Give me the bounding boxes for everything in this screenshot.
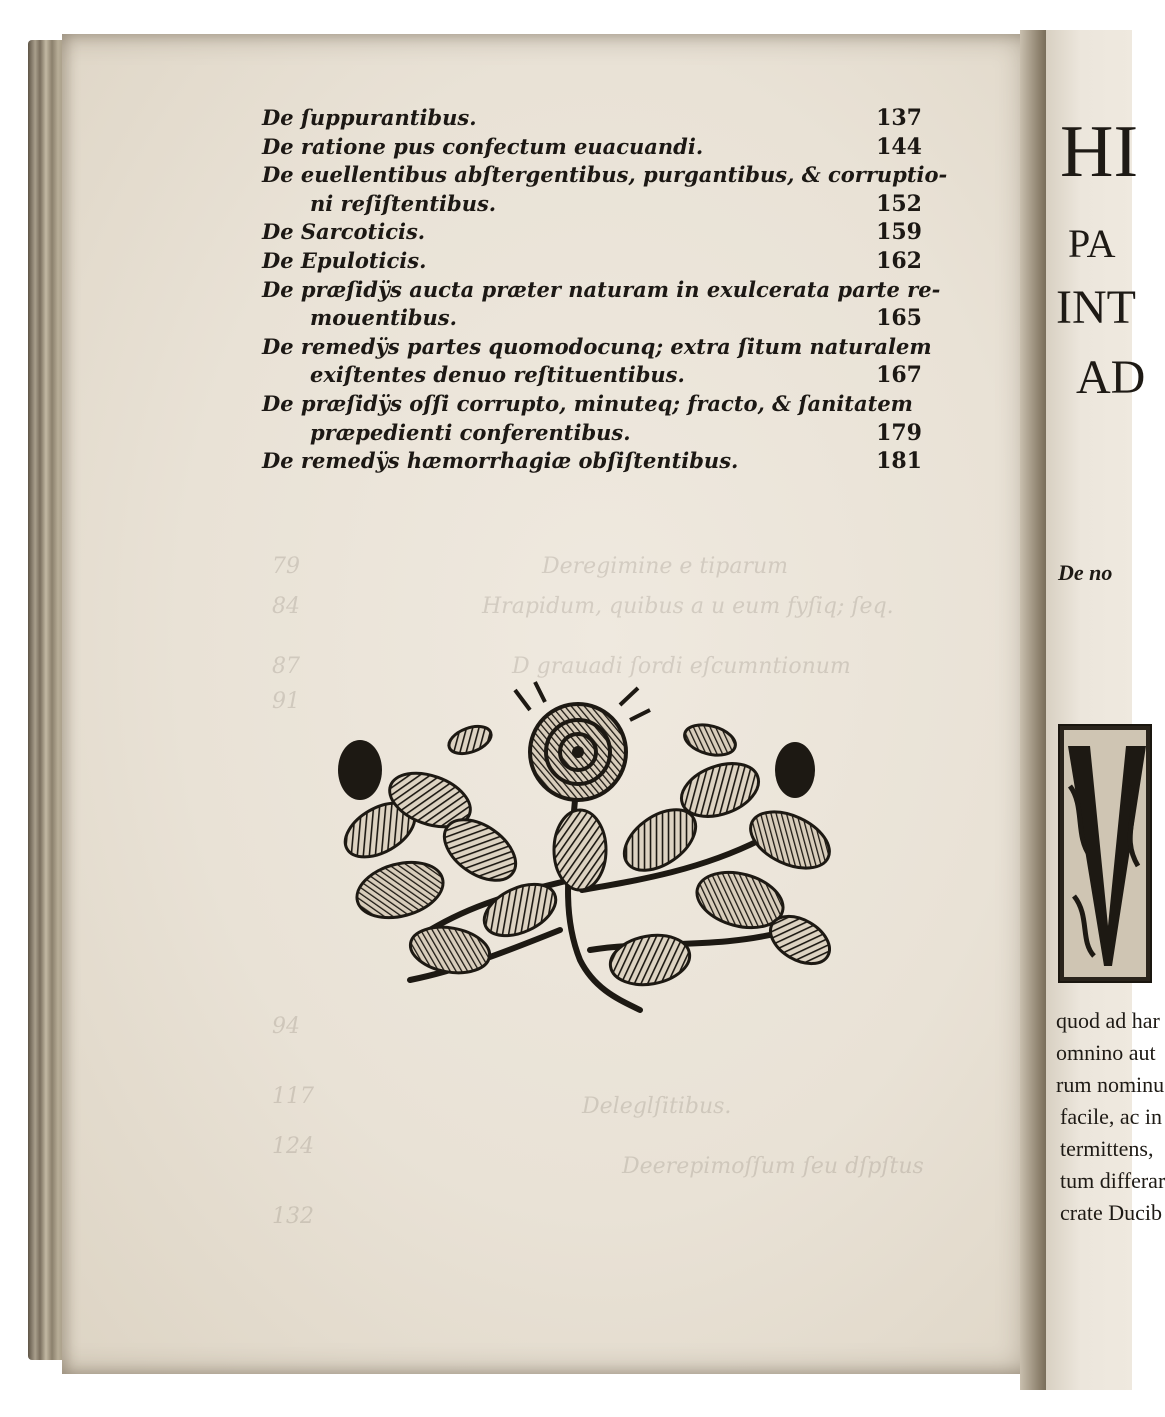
decorated-initial: [1058, 724, 1152, 983]
toc-entry-title: mouentibus.: [310, 305, 457, 331]
show-through-text: 84: [272, 594, 300, 619]
show-through-text: D grauadi ſordi eſcumntionum: [512, 654, 851, 679]
toc-page-number: 152: [876, 190, 922, 217]
toc-entry-line: [262, 247, 922, 276]
show-through-text: Deregimine e tiparum: [542, 554, 789, 579]
floral-ornament: [320, 680, 840, 1040]
right-heading-line: HI: [1060, 111, 1139, 193]
toc-entry-title: De Epuloticis.: [262, 247, 427, 273]
toc-page-number: 167: [876, 362, 922, 389]
toc-entry-title: De Sarcoticis.: [262, 219, 426, 245]
toc-entry-title: De ratione pus confectum euacuandi.: [262, 133, 704, 159]
toc-entry-line: [262, 104, 922, 133]
toc-entry-title: De ſuppurantibus.: [262, 105, 477, 130]
right-heading-line: AD: [1076, 351, 1146, 404]
right-body-line: omnino aut: [1056, 1040, 1156, 1065]
right-subheading: De no: [1058, 560, 1113, 585]
toc-page-number: 144: [876, 133, 922, 160]
toc-entry-line: [262, 190, 922, 219]
toc-page-number: 162: [876, 247, 922, 274]
show-through-text: Deerepimoſſum ſeu dſpſtus: [622, 1154, 924, 1179]
toc-entry-line: [262, 447, 922, 476]
toc-entry-line: [262, 218, 922, 247]
toc-page-number: 165: [876, 305, 922, 332]
right-body-line: quod ad har: [1056, 1008, 1160, 1033]
toc-entry-line: [262, 133, 922, 162]
show-through-text: 87: [272, 654, 300, 679]
right-body-line: facile, ac in: [1060, 1104, 1162, 1129]
toc-page-number: 137: [876, 105, 922, 131]
show-through-text: Hrapidum, quibus a u eum fyſiq; ſeq.: [482, 594, 894, 619]
toc-entry-line: [262, 161, 948, 190]
toc-entry-line: [262, 276, 941, 305]
show-through-text: 91: [272, 689, 300, 714]
toc-page-number: 181: [876, 448, 922, 475]
toc-entry-title: De euellentibus abſtergentibus, purgantibus, & corruptio-: [262, 162, 948, 188]
toc-page-number: 159: [876, 219, 922, 246]
toc-entry-line: [262, 419, 922, 448]
right-body-line: tum differar: [1060, 1168, 1165, 1193]
toc-entry-line: [262, 390, 922, 419]
right-body-line: termittens,: [1060, 1136, 1154, 1161]
right-heading-line: PA: [1068, 221, 1116, 266]
toc-entry-title: præpedienti conferentibus.: [310, 419, 631, 445]
right-page: [1046, 30, 1165, 1390]
toc-entry-title: De præſidÿs oſſi corrupto, minuteq; fracto, & ſanitatem: [262, 390, 913, 416]
toc-entry-title: De remedÿs partes quomodocunq; extra ſitum naturalem: [262, 333, 932, 359]
toc-entry-line: [262, 361, 922, 390]
show-through-text: 94: [272, 1014, 300, 1039]
toc-entry-title: ni reſiſtentibus.: [310, 190, 497, 216]
right-heading-line: INT: [1056, 281, 1136, 334]
table-of-contents: [262, 104, 948, 476]
toc-entry-title: De præſidÿs aucta præter naturam in exulcerata parte re-: [262, 276, 941, 302]
initial-letter-graphic: [1060, 726, 1150, 981]
toc-entry-title: De remedÿs hæmorrhagiæ obſiſtentibus.: [262, 448, 739, 474]
show-through-text: 124: [272, 1134, 314, 1159]
toc-entry-title: exiſtentes denuo reſtituentibus.: [310, 362, 685, 388]
show-through-text: 79: [272, 554, 300, 579]
show-through-text: Deleglſitibus.: [582, 1094, 732, 1119]
right-body-line: rum nominu: [1056, 1072, 1165, 1097]
toc-entry-line: [262, 333, 932, 362]
show-through-text: 132: [272, 1204, 314, 1229]
toc-page-number: 179: [876, 419, 922, 446]
show-through-text: 117: [272, 1084, 314, 1109]
toc-entry-line: [262, 304, 922, 333]
right-body-line: crate Ducib: [1060, 1200, 1162, 1225]
